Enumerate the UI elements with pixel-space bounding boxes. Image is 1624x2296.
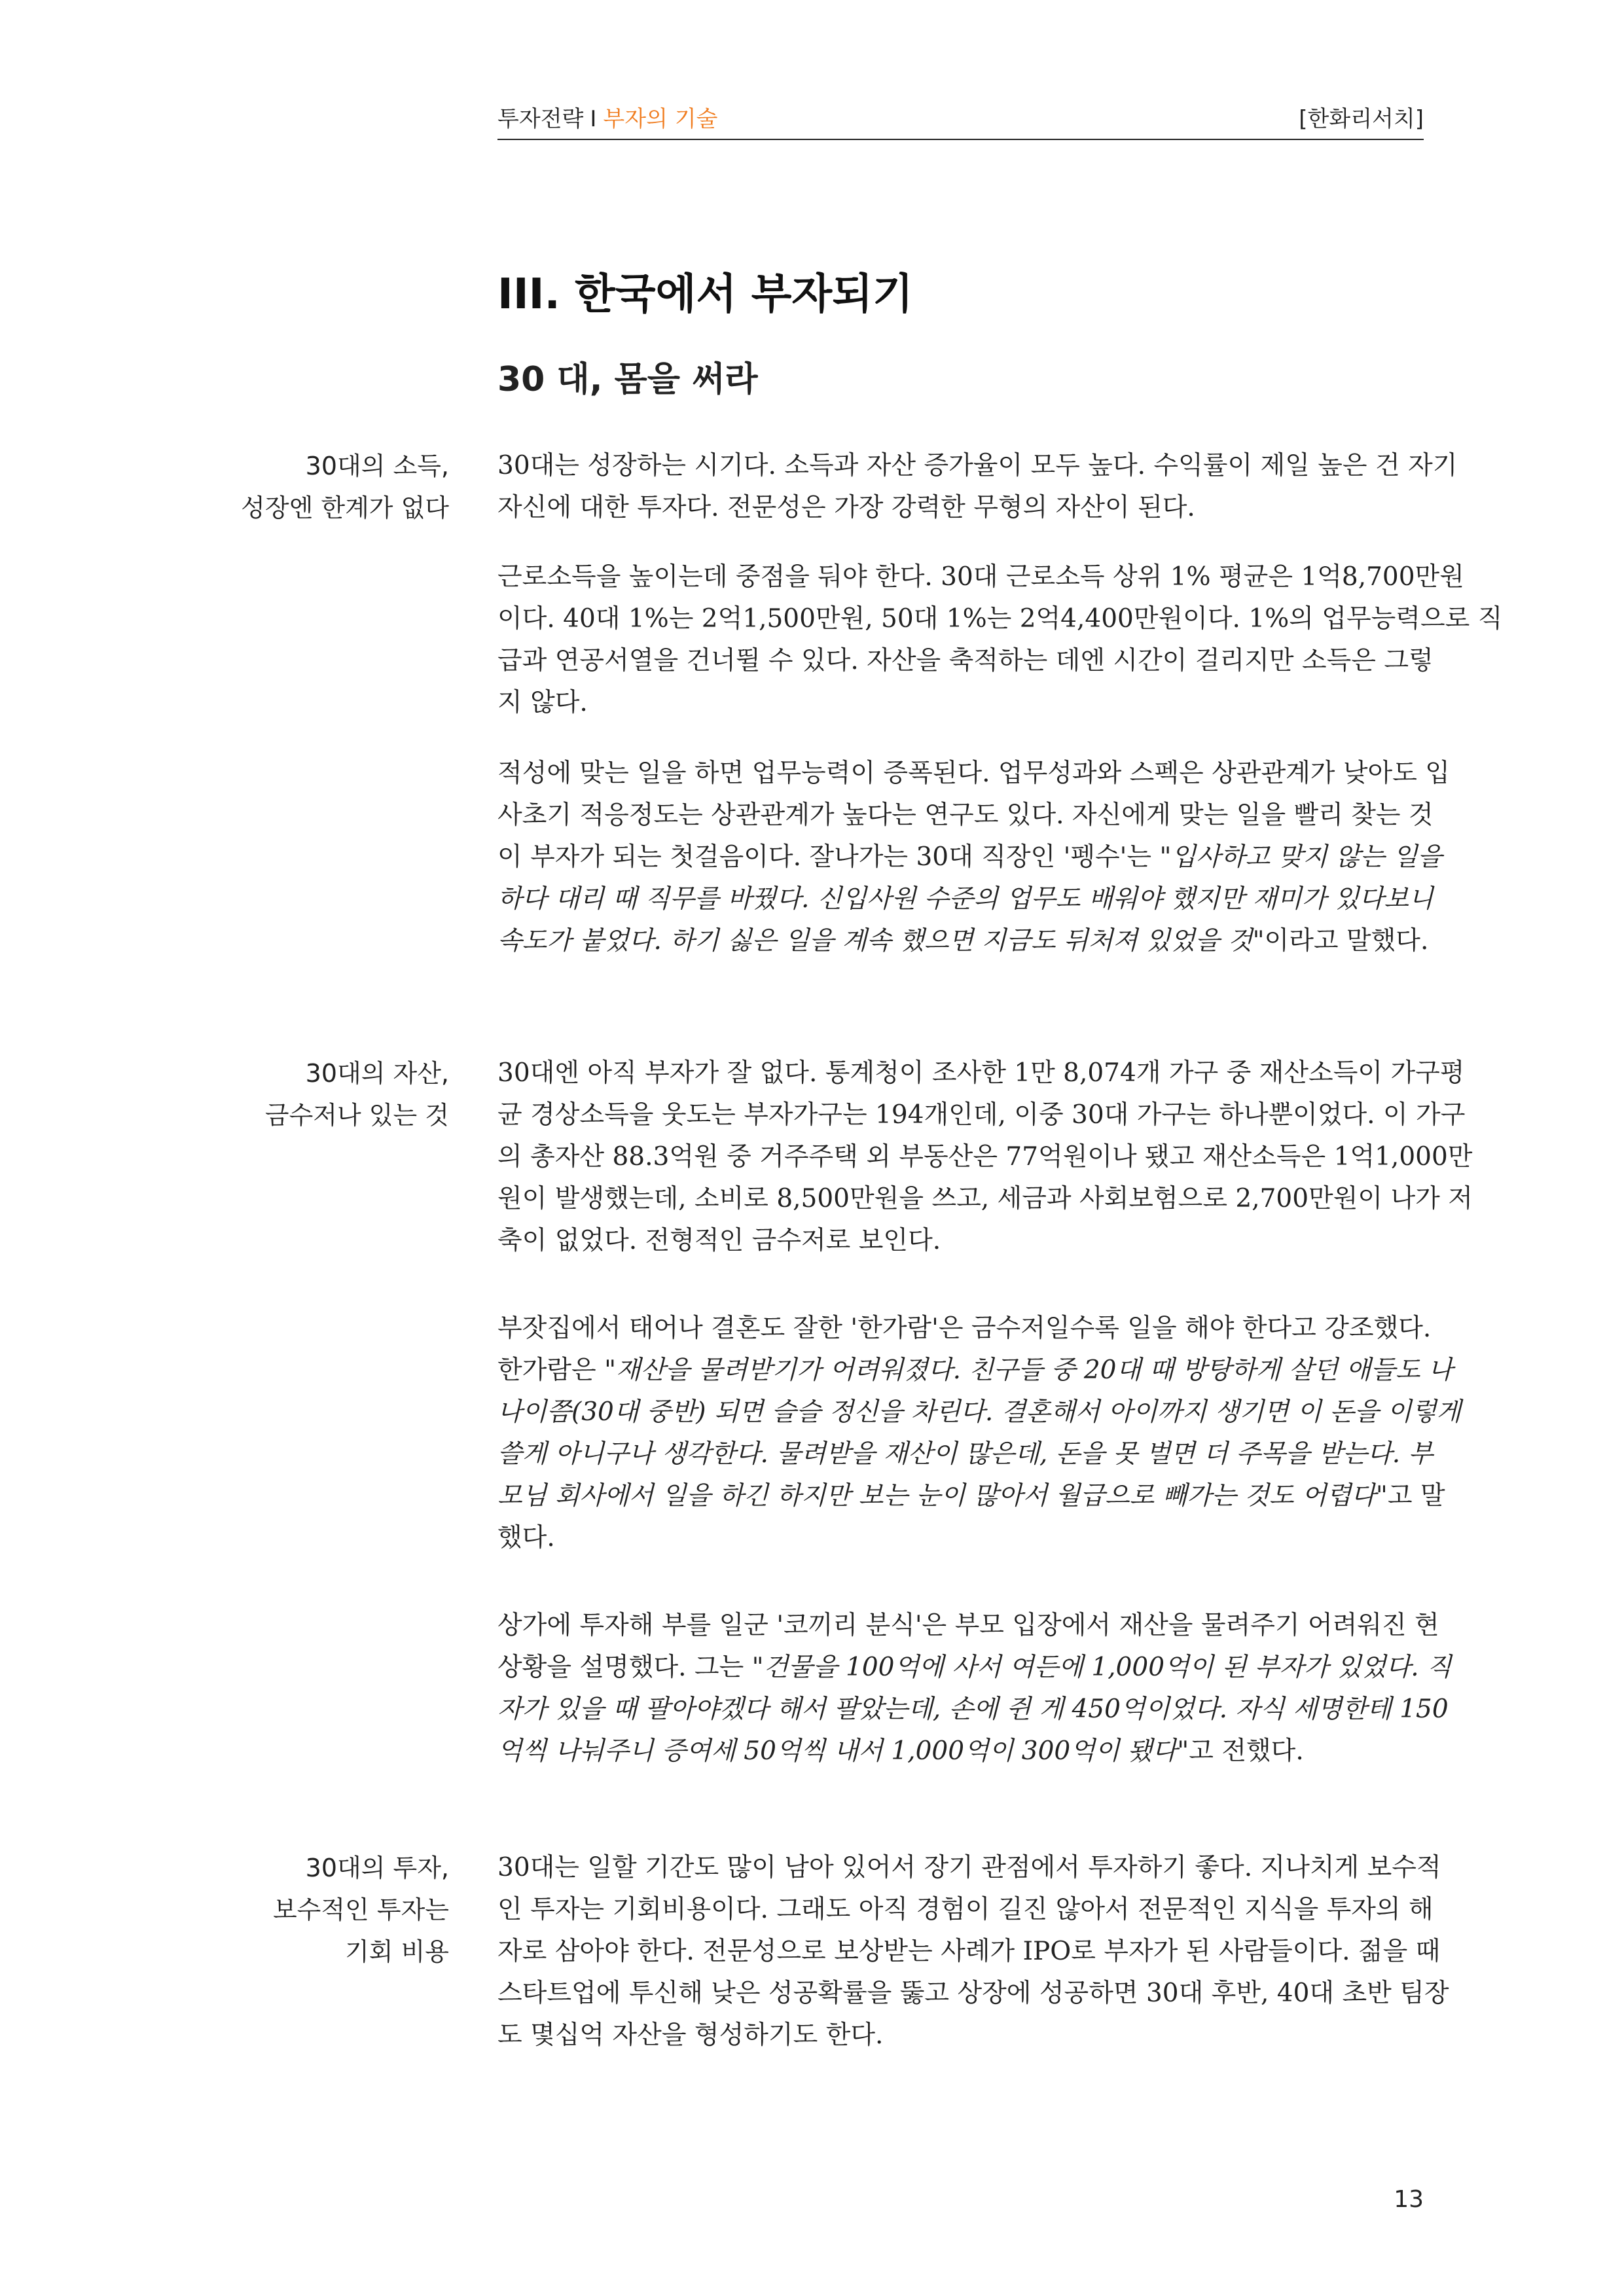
text-segment: 했다.	[497, 1523, 555, 1552]
quote-segment: "건물을 100억에 사서 여든에 1,000억이 된 부자가 있었다. 직	[751, 1653, 1452, 1682]
paragraph-2	[497, 556, 1503, 724]
text-line: 이다. 40대 1%는 2억1,500만원, 50대 1%는 2억4,400만원이다. 1%의 업무능력으로 직	[497, 604, 1503, 634]
text-line: 급과 연공서열을 건너뛸 수 있다. 자산을 축적하는 데엔 시간이 걸리지만 소득은 그렇	[497, 646, 1434, 675]
header-category: 투자전략	[497, 106, 584, 132]
sidenote-income	[109, 445, 449, 529]
text-line	[497, 753, 1450, 795]
text-segment: 사초기 적응정도는 상관관계가 높다는 연구도 있다. 자신에게 맞는 일을 빨리 찾는 것	[497, 800, 1434, 830]
text-line	[497, 795, 1434, 836]
paragraph-6	[497, 1605, 1452, 1772]
sidenote-line: 기회 비용	[345, 1937, 449, 1966]
header-separator: I	[590, 106, 597, 132]
text-line: 근로소득을 높이는데 중점을 둬야 한다. 30대 근로소득 상위 1% 평균은 1억8,700만원	[497, 562, 1464, 592]
text-line: 자신에 대한 투자다. 전문성은 가장 강력한 무형의 자산이 된다.	[497, 493, 1195, 522]
text-line	[497, 1647, 1452, 1689]
sidenote-line: 성장엔 한계가 없다	[241, 493, 449, 522]
sidenote-line: 30대의 자산,	[305, 1059, 449, 1088]
text-line: 인 투자는 기회비용이다. 그래도 아직 경험이 길진 않아서 전문적인 지식을 투자의 해	[497, 1895, 1434, 1924]
quote-segment: 하다 대리 때 직무를 바꿨다. 신입사원 수준의 업무도 배워야 했지만 재미가 있다보니	[497, 884, 1434, 914]
text-segment: 한가람은	[497, 1355, 605, 1385]
text-line	[497, 1475, 1445, 1517]
text-line: 의 총자산 88.3억원 중 거주주택 외 부동산은 77억원이나 됐고 재산소득은 1억1,000만	[497, 1142, 1473, 1172]
text-line	[497, 836, 1443, 878]
text-segment: 상황을 설명했다. 그는	[497, 1653, 752, 1682]
text-line	[497, 1731, 1424, 1772]
text-segment: 고 말	[1387, 1481, 1445, 1511]
page-header	[497, 98, 1424, 140]
text-line	[497, 1605, 1439, 1647]
text-line	[497, 878, 1434, 920]
text-segment: 이 부자가 되는 첫걸음이다. 잘나가는 30대 직장인 '펭수'는	[497, 842, 1160, 872]
header-publisher: [한화리서치]	[1299, 106, 1424, 132]
text-line: 원이 발생했는데, 소비로 8,500만원을 쓰고, 세금과 사회보험으로 2,700만원이 나가 저	[497, 1184, 1473, 1213]
text-line	[497, 1308, 1432, 1350]
text-line	[497, 1689, 1449, 1731]
text-line: 30대는 일할 기간도 많이 남아 있어서 장기 관점에서 투자하기 좋다. 지나치게 보수적	[497, 1853, 1441, 1882]
text-line: 30대엔 아직 부자가 잘 없다. 통계청이 조사한 1만 8,074개 가구 중 재산소득이 가구평	[497, 1058, 1465, 1088]
sidenote-line: 30대의 투자,	[305, 1854, 449, 1882]
header-left	[497, 106, 717, 132]
sidenote-investment	[109, 1847, 449, 1973]
text-line	[497, 920, 1429, 962]
text-line: 30대는 성장하는 시기다. 소득과 자산 증가율이 모두 높다. 수익률이 제일 높은 건 자기	[497, 451, 1458, 480]
quote-segment: 속도가 붙었다. 하기 싫은 일을 계속 했으면 지금도 뒤처져 있었을 것"	[497, 926, 1265, 956]
text-segment: 고 전했다.	[1189, 1736, 1304, 1766]
section-title: 30 대, 몸을 써라	[497, 360, 758, 399]
sidenote-line: 보수적인 투자는	[272, 1895, 449, 1924]
text-line: 스타트업에 투신해 낮은 성공확률을 뚫고 상장에 성공하면 30대 후반, 40대 초반 팀장	[497, 1979, 1449, 2008]
page-number: 13	[1394, 2186, 1424, 2213]
sidenote-line: 금수저나 있는 것	[264, 1101, 449, 1130]
paragraph-4	[497, 1052, 1473, 1262]
quote-segment: 나이쯤(30대 중반) 되면 슬슬 정신을 차린다. 결혼해서 아이까지 생기면 이 돈을 이렇게	[497, 1397, 1462, 1427]
text-segment: 상가에 투자해 부를 일군 '코끼리 분식'은 부모 입장에서 재산을 물려주기 어려워진 현	[497, 1611, 1439, 1640]
sidenote-assets	[109, 1052, 449, 1136]
sidenote-line: 30대의 소득,	[305, 452, 449, 480]
text-line: 균 경상소득을 웃도는 부자가구는 194개인데, 이중 30대 가구는 하나뿐이었다. 이 가구	[497, 1100, 1466, 1130]
text-line: 지 않다.	[497, 688, 588, 717]
text-segment: 부잣집에서 태어나 결혼도 잘한 '한가람'은 금수저일수록 일을 해야 한다고 강조했다.	[497, 1314, 1432, 1343]
quote-segment: 자가 있을 때 팔아야겠다 해서 팔았는데, 손에 쥔 게 450억이었다. 자식 세명한테 150	[497, 1695, 1449, 1724]
quote-segment: "재산을 물려받기가 어려워졌다. 친구들 중 20대 때 방탕하게 살던 애들도 나	[604, 1355, 1453, 1385]
paragraph-5	[497, 1308, 1462, 1559]
quote-segment: "입사하고 맞지 않는 일을	[1159, 842, 1443, 872]
text-line	[497, 1517, 1424, 1559]
header-subtitle: 부자의 기술	[603, 106, 718, 132]
quote-segment: 억씩 나눠주니 증여세 50억씩 내서 1,000억이 300억이 됐다"	[497, 1736, 1189, 1766]
paragraph-1	[497, 445, 1458, 529]
text-line: 도 몇십억 자산을 형성하기도 한다.	[497, 2020, 884, 2050]
chapter-title: III. 한국에서 부자되기	[497, 270, 913, 319]
text-line	[497, 1350, 1453, 1391]
paragraph-7	[497, 1847, 1449, 2056]
paragraph-3	[497, 753, 1450, 962]
quote-segment: 모님 회사에서 일을 하긴 하지만 보는 눈이 많아서 월급으로 빼가는 것도 어렵다"	[497, 1481, 1388, 1511]
text-line: 축이 없었다. 전형적인 금수저로 보인다.	[497, 1226, 941, 1255]
quote-segment: 쓸게 아니구나 생각한다. 물려받을 재산이 많은데, 돈을 못 벌면 더 주목을 받는다. 부	[497, 1439, 1434, 1469]
text-line	[497, 1391, 1462, 1433]
text-line	[497, 1433, 1434, 1475]
text-line: 자로 삼아야 한다. 전문성으로 보상받는 사례가 IPO로 부자가 된 사람들이다. 젊을 때	[497, 1937, 1441, 1966]
text-segment: 이라고 말했다.	[1264, 926, 1429, 956]
text-segment: 적성에 맞는 일을 하면 업무능력이 증폭된다. 업무성과와 스펙은 상관관계가 낮아도 입	[497, 759, 1450, 788]
